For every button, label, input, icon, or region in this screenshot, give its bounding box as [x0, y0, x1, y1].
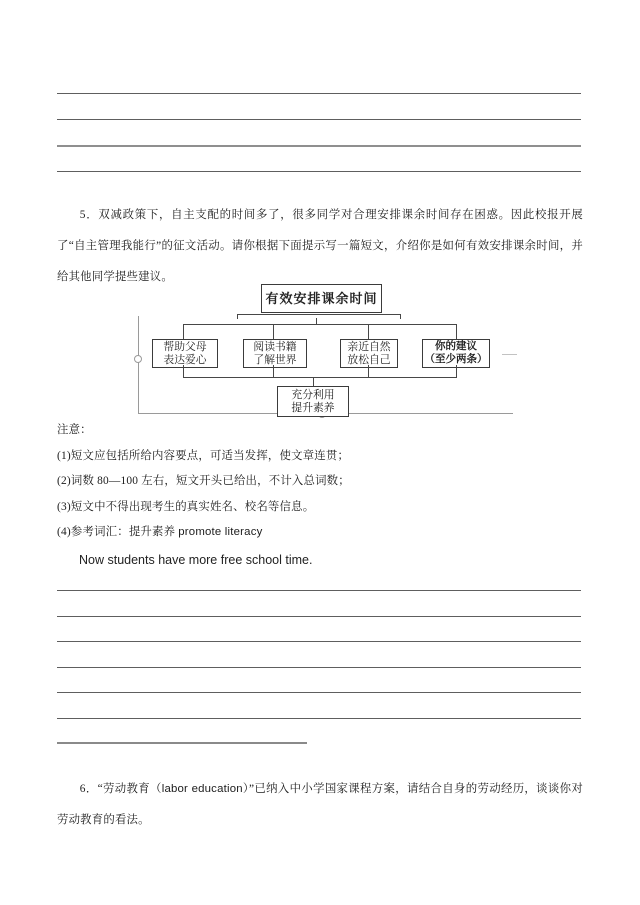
connector-stub-down: [273, 324, 274, 339]
question6-text: [57, 774, 583, 836]
connector-stub-up: [456, 365, 457, 377]
notes-title: 注意：: [57, 424, 92, 436]
branch-box-your-advice: [422, 339, 490, 368]
connector-stub-down: [456, 324, 457, 339]
note-item: (4)参考词汇：提升素养 promote literacy: [57, 526, 263, 539]
branch-line2: （至少两条）: [424, 353, 488, 365]
connector-stub-up: [273, 365, 274, 377]
branch-box-help-parents: [152, 339, 218, 368]
scan-border-left: [138, 316, 139, 414]
note-item: (3)短文中不得出现考生的真实姓名、校名等信息。: [57, 500, 315, 513]
bottom-box-promote-literacy: [277, 386, 349, 417]
answer-line: [57, 641, 581, 642]
answer-line: [57, 119, 581, 120]
diagram-title-box: [261, 284, 382, 313]
answer-line: [57, 718, 581, 719]
question6-en: labor education: [161, 783, 243, 795]
branch-line1: 亲近自然: [347, 341, 391, 353]
branch-line1: 你的建议: [435, 341, 477, 352]
bottom-box-line1: 充分利用: [291, 389, 335, 401]
opening-sentence: Now students have more free school time.: [79, 553, 313, 567]
diagram-title: 有效安排课余时间: [265, 291, 378, 306]
question6-part2: ）”已纳入中小学国家课程方案，请结合自身的劳动经历，谈谈你对劳动教育的看法。: [57, 783, 583, 826]
branch-line2: 放松自己: [347, 353, 391, 366]
notes-section: [57, 418, 583, 546]
branch-line1: 阅读书籍: [253, 341, 297, 353]
answer-line: [57, 93, 581, 94]
scan-handle-left: [134, 355, 142, 363]
branch-line2: 表达爱心: [163, 353, 207, 366]
answer-line: [57, 692, 581, 693]
time-management-diagram: [0, 280, 640, 425]
answer-line: [57, 590, 581, 591]
connector-stub-down: [368, 324, 369, 339]
note-item: (2)词数 80—100 左右，短文开头已给出，不计入总词数；: [57, 475, 350, 488]
connector-top-rail: [183, 324, 457, 325]
answer-line: [57, 667, 581, 668]
answer-line: [57, 616, 581, 617]
connector-bottom-rail: [183, 377, 457, 378]
bottom-box-line2: 提升素养: [291, 401, 335, 414]
branch-line1: 帮助父母: [163, 341, 207, 353]
brace-connector: [237, 314, 401, 319]
note-item: (1)短文应包括所给内容要点，可适当发挥，使文章连贯；: [57, 449, 350, 462]
connector-stub-up: [368, 365, 369, 377]
connector-stub-down: [183, 324, 184, 339]
answer-line: [57, 145, 581, 147]
connector-stub-up: [183, 365, 184, 377]
note-item-en: promote literacy: [178, 526, 263, 539]
connector-bottom-stub: [313, 377, 314, 386]
branch-box-reading: [243, 339, 307, 368]
question6-part1: 6．“劳动教育（: [79, 783, 162, 795]
branch-box-nature: [340, 339, 398, 368]
answer-line-short: [57, 742, 307, 744]
branch-line2: 了解世界: [253, 353, 297, 366]
answer-line: [57, 171, 581, 172]
question5-text: 5．双减政策下，自主支配的时间多了，很多同学对合理安排课余时间存在困惑。因此校报开展了“自主管理我能行”的征文活动。请你根据下面提示写一篇短文，介绍你是如何有效安排课余时间，并给其他同学提些建议。: [57, 209, 583, 283]
scan-stray-dash: [502, 354, 517, 355]
